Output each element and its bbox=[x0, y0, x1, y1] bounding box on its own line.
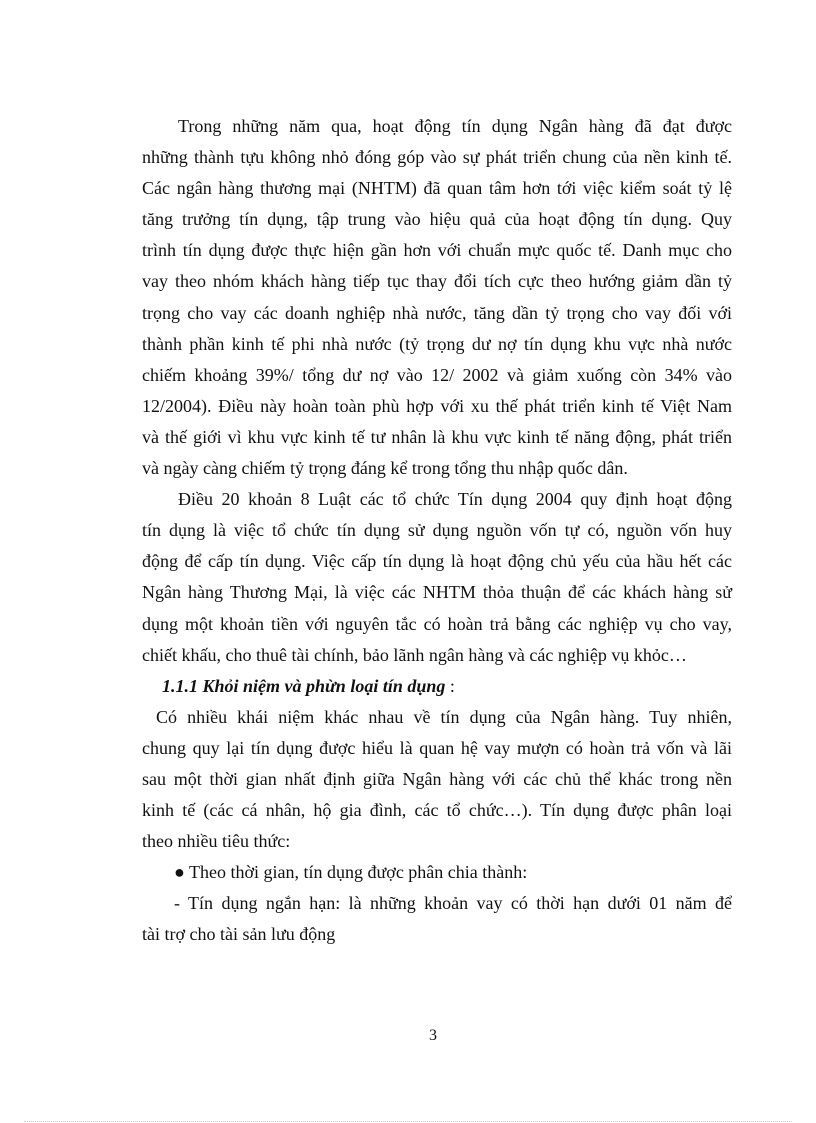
paragraph-line: chung quy lại tín dụng được hiểu là quan hệ vay mượn có hoàn trả vốn và lãi bbox=[142, 737, 732, 758]
section-heading-title: 1.1.1 Khỏi niệm và phừn loại tín dụng bbox=[162, 675, 446, 696]
paragraph-line: tín dụng là việc tổ chức tín dụng sử dụng nguồn vốn tự có, nguồn vốn huy bbox=[142, 520, 732, 541]
section-heading bbox=[142, 672, 732, 700]
paragraph-line: và thế giới vì khu vực kinh tế tư nhân là khu vực kinh tế năng động, phát triển bbox=[142, 426, 732, 447]
paragraph-line: trọng cho vay các doanh nghiệp nhà nước, tăng dần tỷ trọng cho vay đối với bbox=[142, 302, 732, 323]
paragraph-line: theo nhiều tiêu thức: bbox=[142, 831, 291, 852]
paragraph-line: động để cấp tín dụng. Việc cấp tín dụng là hoạt động chủ yếu của hầu hết các bbox=[142, 551, 732, 572]
paragraph-line: kinh tế (các cá nhân, hộ gia đình, các tổ chức…). Tín dụng được phân loại bbox=[142, 800, 732, 821]
section-heading-suffix: : bbox=[445, 675, 455, 696]
paragraph-line: Ngân hàng Thương Mại, là việc các NHTM thỏa thuận để các khách hàng sử bbox=[142, 582, 732, 603]
paragraph-line: - Tín dụng ngắn hạn: là những khoản vay có thời hạn dưới 01 năm để bbox=[174, 893, 732, 914]
paragraph-line: trình tín dụng được thực hiện gần hơn với chuẩn mực quốc tế. Danh mục cho bbox=[142, 240, 732, 261]
paragraph-line: chiếm khoảng 39%/ tổng dư nợ vào 12/ 2002 và giảm xuống còn 34% vào bbox=[142, 364, 732, 385]
paragraph-line: và ngày càng chiếm tỷ trọng đáng kể trong tổng thu nhập quốc dân. bbox=[142, 458, 628, 479]
paragraph bbox=[142, 485, 732, 668]
list-item bbox=[142, 889, 732, 948]
paragraph-line: Trong những năm qua, hoạt động tín dụng Ngân hàng đã đạt được bbox=[178, 116, 732, 136]
page-number: 3 bbox=[429, 1027, 437, 1044]
page-bottom-divider bbox=[24, 1121, 792, 1122]
bullet-item: ● Theo thời gian, tín dụng được phân chia thành: bbox=[174, 862, 528, 883]
paragraph bbox=[142, 703, 732, 855]
body-text bbox=[142, 112, 732, 952]
paragraph-line: tăng trưởng tín dụng, tập trung vào hiệu quả của hoạt động tín dụng. Quy bbox=[142, 209, 732, 230]
paragraph-line: 12/2004). Điều này hoàn toàn phù hợp với xu thế phát triển kinh tế Việt Nam bbox=[142, 395, 732, 416]
paragraph-line: thành phần kinh tế phi nhà nước (tỷ trọng dư nợ tín dụng khu vực nhà nước bbox=[142, 333, 732, 354]
paragraph-line: Các ngân hàng thương mại (NHTM) đã quan tâm hơn tới việc kiểm soát tỷ lệ bbox=[142, 178, 732, 199]
paragraph-line: vay theo nhóm khách hàng tiếp tục thay đổi tích cực theo hướng giảm dần tỷ bbox=[142, 271, 732, 292]
paragraph-line: chiết khấu, cho thuê tài chính, bảo lãnh ngân hàng và các nghiệp vụ khỏc… bbox=[142, 644, 687, 665]
paragraph-line: dụng một khoản tiền với nguyên tắc có hoàn trả bằng các nghiệp vụ cho vay, bbox=[142, 613, 732, 634]
paragraph-line: sau một thời gian nhất định giữa Ngân hàng với các chủ thể khác trong nền bbox=[142, 768, 732, 789]
paragraph-line: tài trợ cho tài sản lưu động bbox=[142, 924, 336, 945]
paragraph bbox=[142, 112, 732, 482]
paragraph-line: Có nhiều khái niệm khác nhau về tín dụng của Ngân hàng. Tuy nhiên, bbox=[156, 706, 732, 727]
paragraph-line: những thành tựu không nhỏ đóng góp vào sự phát triển chung của nền kinh tế. bbox=[142, 147, 732, 168]
paragraph-line: Điều 20 khoản 8 Luật các tổ chức Tín dụng 2004 quy định hoạt động bbox=[178, 489, 732, 510]
